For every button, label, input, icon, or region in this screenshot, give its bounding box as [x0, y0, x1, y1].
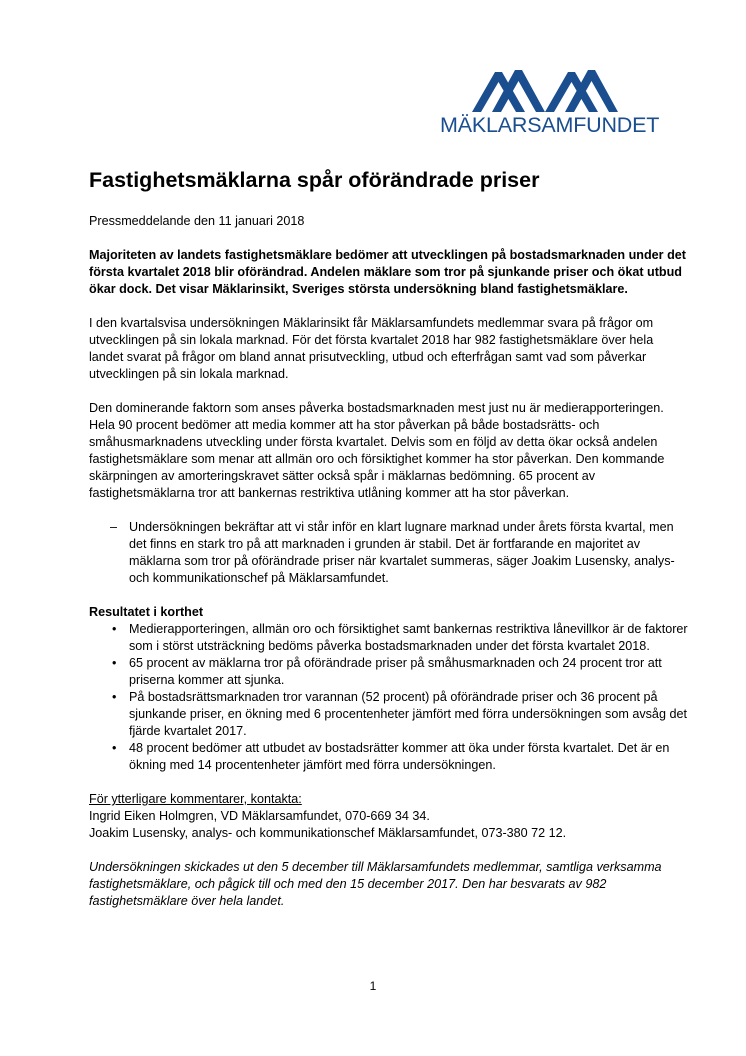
survey-note: Undersökningen skickades ut den 5 december till Mäklarsamfundets medlemmar, samtliga verksamma fastighetsmäklare, och pågick till och med den 15 december 2017. Den har besvarats av 982 fastighetsmäklare över hela landet.: [89, 860, 662, 908]
contact-line-1: Ingrid Eiken Holmgren, VD Mäklarsamfundet, 070-669 34 34.: [89, 809, 430, 823]
bullet-icon: •: [112, 656, 117, 670]
quote-block: [89, 519, 689, 587]
results-item-text: 65 procent av mäklarna tror på oförändrade priser på småhusmarknaden och 24 procent tror att priserna kommer att sjunka.: [129, 656, 662, 687]
document-body: [89, 213, 689, 910]
results-item-text: Medierapporteringen, allmän oro och försiktighet samt bankernas restriktiva lånevillkor är de faktorer som i störst utsträckning bedöms påverka bostadsmarknaden under det första kvartalet 2018.: [129, 622, 688, 653]
maklarsamfundet-logo: [440, 70, 660, 137]
page-title: Fastighetsmäklarna spår oförändrade priser: [89, 168, 540, 192]
logo-roof-icon: [472, 70, 618, 112]
results-heading: Resultatet i korthet: [89, 605, 204, 619]
contact-line-2: Joakim Lusensky, analys- och kommunikationschef Mäklarsamfundet, 073-380 72 12.: [89, 826, 567, 840]
logo-wordmark: MÄKLARSAMFUNDET: [440, 113, 660, 137]
quote-text: Undersökningen bekräftar att vi står inför en klart lugnare marknad under årets första kvartal, men det finns en stark tro på att marknaden i grunden är stabil. Det är fortfarande en majoritet av mäklarna som tror på oförändrade priser när kvartalet summeras, säger Joakim Lusensky, analys- och kommunikationschef på Mäklarsamfundet.: [129, 520, 675, 585]
press-release-date: Pressmeddelande den 11 januari 2018: [89, 214, 305, 228]
quote-dash: –: [110, 520, 118, 534]
body-paragraph-2: Den dominerande faktorn som anses påverka bostadsmarknaden mest just nu är medierapporteringen. Hela 90 procent bedömer att media kommer att ha stor påverkan på både bostadsrätts- och småhusmarknadens utveckling under första kvartalet. Delvis som en följd av detta ökar också andelen fastighetsmäklare som menar att allmän oro och försiktighet kommer ha stor påverkan. Den kommande skärpningen av amorteringskravet sätter också spår i mäklarnas bedömning. 65 procent av fastighetsmäklarna tror att bankernas restriktiva utlåning kommer att ha stor påverkan.: [89, 401, 665, 500]
results-item-text: På bostadsrättsmarknaden tror varannan (52 procent) på oförändrade priser och 36 procent på sjunkande priser, en ökning med 6 procentenheter jämfört med förra undersökningen som avsåg det fjärde kvartalet 2017.: [129, 690, 687, 738]
bullet-icon: •: [112, 622, 117, 636]
body-paragraph-1: I den kvartalsvisa undersökningen Mäklarinsikt får Mäklarsamfundets medlemmar svara på frågor om utvecklingen på sin lokala marknad. För det första kvartalet 2018 har 982 fastighetsmäklare över hela landet svarat på frågor om bland annat prisutveckling, utbud och efterfrågan samt vad som påverkar utvecklingen på sin lokala marknad.: [89, 316, 654, 381]
bullet-icon: •: [112, 690, 117, 704]
results-list-item: [89, 689, 689, 740]
page-number: 1: [369, 979, 377, 993]
lead-paragraph: Majoriteten av landets fastighetsmäklare bedömer att utvecklingen på bostadsmarknaden under det första kvartalet 2018 blir oförändrad. Andelen mäklare som tror på sjunkande priser och ökat utbud ökar dock. Det visar Mäklarinsikt, Sveriges största undersökning bland fastighetsmäklare.: [89, 248, 686, 296]
contact-block: [89, 791, 689, 842]
results-list-item: [89, 655, 689, 689]
results-list: [89, 621, 689, 774]
contact-heading: För ytterligare kommentarer, kontakta:: [89, 792, 302, 806]
results-list-item: [89, 621, 689, 655]
results-list-item: [89, 740, 689, 774]
results-item-text: 48 procent bedömer att utbudet av bostadsrätter kommer att öka under första kvartalet. Det är en ökning med 14 procentenheter jämfört med förra undersökningen.: [129, 741, 670, 772]
bullet-icon: •: [112, 741, 117, 755]
